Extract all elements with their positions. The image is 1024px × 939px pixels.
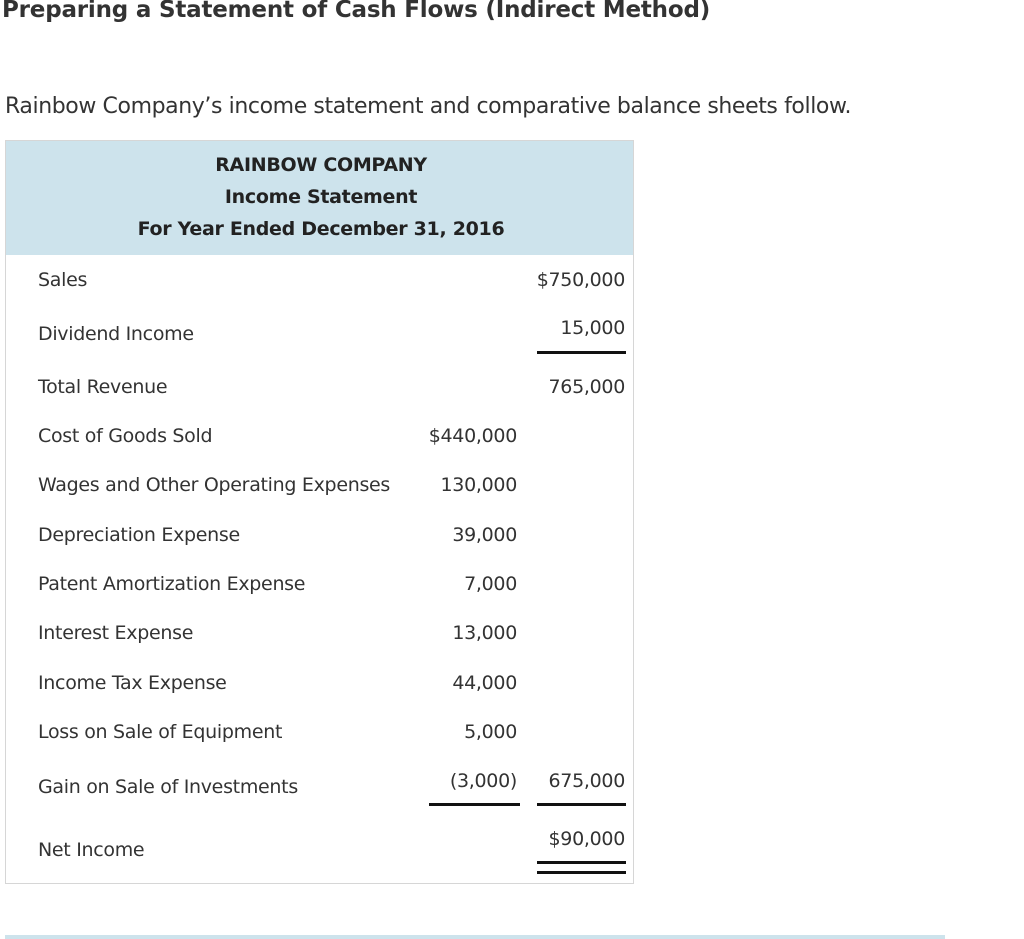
row-label-income-tax-expense: Income Tax Expense xyxy=(38,672,227,694)
row-label-total-revenue: Total Revenue xyxy=(38,376,168,398)
intro-text: Rainbow Company’s income statement and comparative balance sheets follow. xyxy=(5,94,852,119)
double-underline-net-income-bottom xyxy=(537,871,626,874)
amount-interest-expense: 13,000 xyxy=(452,622,517,644)
row-label-cost-of-goods-sold: Cost of Goods Sold xyxy=(38,425,213,447)
row-label-dividend-income: Dividend Income xyxy=(38,323,194,345)
amount-dividend-income: 15,000 xyxy=(560,317,625,339)
amount-patent-amortization: 7,000 xyxy=(464,573,517,595)
double-underline-net-income-top xyxy=(537,861,626,864)
amount-loss-on-sale-equipment: 5,000 xyxy=(464,721,517,743)
income-statement-table xyxy=(5,140,634,884)
row-label-gain-on-sale-investments: Gain on Sale of Investments xyxy=(38,776,298,798)
amount-income-tax-expense: 44,000 xyxy=(452,672,517,694)
row-label-patent-amortization: Patent Amortization Expense xyxy=(38,573,306,595)
row-label-depreciation-expense: Depreciation Expense xyxy=(38,524,240,546)
bottom-divider xyxy=(5,935,945,939)
amount-gain-on-sale-investments: (3,000) xyxy=(449,770,517,792)
row-label-sales: Sales xyxy=(38,269,88,291)
amount-total-expenses: 675,000 xyxy=(548,770,625,792)
row-label-interest-expense: Interest Expense xyxy=(38,622,194,644)
row-label-net-income: Net Income xyxy=(38,839,145,861)
statement-header xyxy=(6,141,633,255)
underline-total-expenses xyxy=(537,803,626,806)
amount-depreciation-expense: 39,000 xyxy=(452,524,517,546)
statement-name: Income Statement xyxy=(224,186,418,208)
amount-wages-operating-expenses: 130,000 xyxy=(440,474,517,496)
page-title: Preparing a Statement of Cash Flows (Indirect Method) xyxy=(2,0,711,23)
statement-period: For Year Ended December 31, 2016 xyxy=(137,218,505,240)
amount-total-revenue: 765,000 xyxy=(548,376,625,398)
underline-gain-on-sale-investments xyxy=(429,803,520,806)
row-label-wages-operating-expenses: Wages and Other Operating Expenses xyxy=(38,474,391,496)
underline-dividend-income xyxy=(537,351,626,354)
amount-net-income: $90,000 xyxy=(548,828,625,850)
company-name: RAINBOW COMPANY xyxy=(215,154,427,176)
row-label-loss-on-sale-equipment: Loss on Sale of Equipment xyxy=(38,721,283,743)
amount-cost-of-goods-sold: $440,000 xyxy=(428,425,517,447)
amount-sales: $750,000 xyxy=(536,269,625,291)
